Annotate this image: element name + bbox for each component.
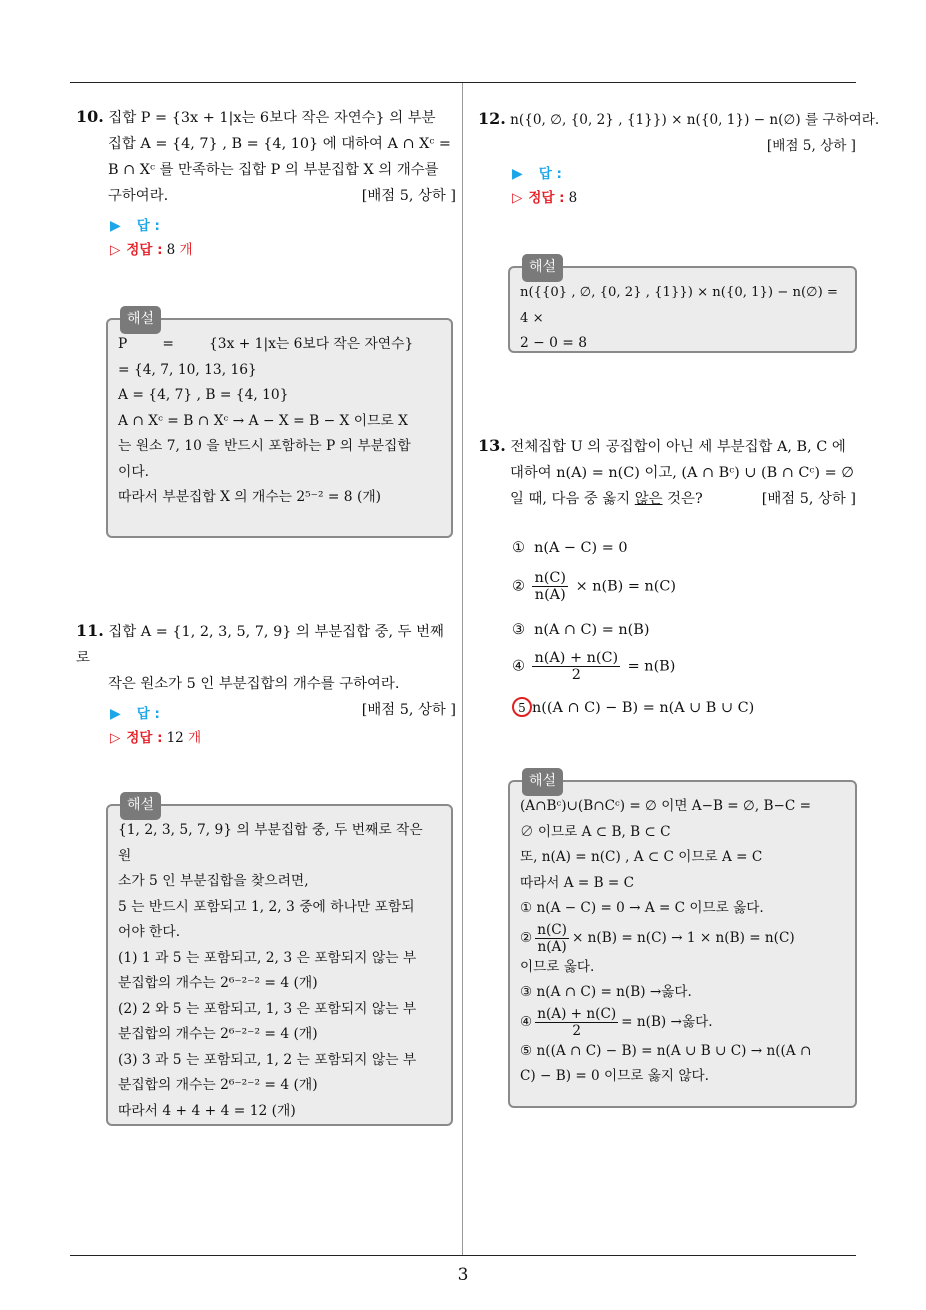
solution-line: {1, 2, 3, 5, 7, 9} 의 부분집합 중, 두 번째로 작은 원 [118,822,423,864]
answer-label: 답 : [136,706,160,722]
problem-10 [76,104,456,209]
problem-meta: [배점 5, 상하 ] [361,188,456,204]
solution-tag: 해설 [522,768,563,796]
choices-13 [512,540,852,730]
choice-text: n(A − C) = 0 [534,540,628,556]
solution-line: A ∩ Xᶜ = B ∩ Xᶜ → A − X = B − X 이므로 X [118,412,408,429]
solution-line: 따라서 A = B = C [520,874,634,891]
underlined-word: 않은 [634,491,663,507]
solution-line: 이므로 옳다. [520,958,595,975]
correct-value: 12 [166,730,184,746]
fraction [535,922,569,955]
problem-line: n({0, ∅, {0, 2} , {1}}) × n({0, 1}) − n(∅) 를 구하여라. [510,112,880,128]
correct-value: 8 [166,242,176,258]
choice-3[interactable] [512,622,649,638]
correct-arrow-icon: ▷ [512,190,523,206]
fraction-denominator: 2 [571,667,581,683]
correct-value: 8 [568,190,578,206]
solution-line: (A∩Bᶜ)∪(B∩Cᶜ) = ∅ 이면 A−B = ∅, B−C = [520,798,811,814]
answer-block-10 [110,214,193,262]
fraction-numerator: n(C) [534,570,566,586]
solution-line: (1) 1 과 5 는 포함되고, 2, 3 은 포함되지 않는 부 [118,949,417,966]
choice-1[interactable] [512,540,628,556]
solution-line: ∅ 이므로 A ⊂ B, B ⊂ C [520,823,671,840]
solution-mark: ② [520,929,533,946]
fraction-numerator: n(A) + n(C) [534,650,619,666]
fraction-numerator: n(C) [537,921,567,938]
problem-line: 일 때, 다음 중 옳지 [510,491,635,507]
problem-10-text [76,104,456,209]
solution-line: C) − B) = 0 이므로 옳지 않다. [520,1068,709,1084]
solution-line: 2 − 0 = 8 [520,335,587,351]
solution-line: n({{0} , ∅, {0, 2} , {1}}) × n({0, 1}) − n(∅) = 4 × [520,285,838,326]
solution-line: A = {4, 7} , B = {4, 10} [118,387,289,403]
answer-arrow-icon: ▶ [110,218,121,234]
answer-label: 답 : [136,218,160,234]
correct-arrow-icon: ▷ [110,242,121,258]
fraction [532,650,620,683]
correct-unit: 개 [179,242,193,258]
column-divider [462,83,463,1255]
solution-tag: 해설 [120,792,161,820]
choice-mark: ② [512,578,525,595]
solution-line: 분집합의 개수는 2⁶⁻²⁻² = 4 (개) [118,1026,318,1042]
choice-5[interactable] [512,697,754,717]
answer-label: 답 : [538,166,562,182]
problem-line: 구하여라. [108,188,169,204]
solution-line: 어야 한다. [118,924,181,940]
answer-arrow-icon: ▶ [110,706,121,722]
correct-label: 정답 : [126,242,163,258]
problem-number: 13. [478,436,506,455]
problem-12 [478,106,880,159]
choice-text: × n(B) = n(C) [575,578,676,595]
fraction-denominator: n(A) [537,938,567,955]
solution-line: 분집합의 개수는 2⁶⁻²⁻² = 4 (개) [118,975,318,991]
solution-line: ③ n(A ∩ C) = n(B) →옳다. [520,984,692,1000]
problem-meta: [배점 5, 상하 ] [361,702,456,718]
problem-line: 집합 A = {4, 7} , B = {4, 10} 에 대하여 A ∩ Xᶜ = [108,136,451,152]
choice-mark: ③ [512,622,525,638]
solution-line: 따라서 4 + 4 + 4 = 12 (개) [118,1102,296,1119]
problem-number: 10. [76,107,104,126]
solution-line: P = {3x + 1|x는 6보다 작은 자연수} [118,336,414,352]
bottom-rule [70,1255,856,1256]
problem-meta: [배점 5, 상하 ] [761,491,856,507]
choice-text: n((A ∩ C) − B) = n(A ∪ B ∪ C) [532,700,755,716]
choice-4[interactable] [512,650,675,683]
problem-line: 집합 A = {1, 2, 3, 5, 7, 9} 의 부분집합 중, 두 번째로 [76,624,444,666]
answer-arrow-icon: ▶ [512,166,523,182]
solution-line: × n(B) = n(C) → 1 × n(B) = n(C) [571,929,795,946]
solution-line: 소가 5 인 부분집합을 찾으려면, [118,873,309,889]
solution-line: 5 는 반드시 포함되고 1, 2, 3 중에 하나만 포함되 [118,898,415,915]
answer-block-11 [110,702,201,750]
selected-circle-mark: 5 [512,697,532,717]
choice-text: n(A ∩ C) = n(B) [534,622,650,638]
correct-label: 정답 : [126,730,163,746]
solution-line: (2) 2 와 5 는 포함되고, 1, 3 은 포함되지 않는 부 [118,1000,417,1017]
problem-meta: [배점 5, 상하 ] [766,138,856,154]
choice-text: = n(B) [627,658,676,675]
answer-block-12 [512,162,577,210]
correct-arrow-icon: ▷ [110,730,121,746]
problem-number: 12. [478,109,506,128]
solution-box-12 [508,259,857,353]
choice-mark: ④ [512,658,525,675]
solution-line: = n(B) →옳다. [621,1013,713,1030]
problem-line: 전체집합 U 의 공집합이 아닌 세 부분집합 A, B, C 에 [510,439,846,455]
problem-line: 것은? [662,491,703,507]
solution-line: = {4, 7, 10, 13, 16} [118,361,257,378]
solution-box-13 [508,773,857,1108]
top-rule [70,82,856,83]
choice-2[interactable] [512,570,676,603]
solution-line: 이다. [118,463,150,480]
problem-line: 작은 원소가 5 인 부분집합의 개수를 구하여라. [108,676,400,692]
solution-line: 는 원소 7, 10 을 반드시 포함하는 P 의 부분집합 [118,438,411,454]
solution-box-11 [106,797,453,1126]
problem-number: 11. [76,621,104,640]
solution-box-10 [106,311,453,538]
fraction-denominator: 2 [572,1022,581,1039]
solution-line: (3) 3 과 5 는 포함되고, 1, 2 는 포함되지 않는 부 [118,1051,417,1068]
solution-mark: ④ [520,1013,533,1030]
solution-tag: 해설 [120,306,161,334]
solution-line: 따라서 부분집합 X 의 개수는 2⁵⁻² = 8 (개) [118,489,382,505]
solution-line: 분집합의 개수는 2⁶⁻²⁻² = 4 (개) [118,1077,318,1093]
solution-tag: 해설 [522,254,563,282]
correct-unit: 개 [188,730,202,746]
choice-mark: ① [512,540,525,556]
problem-line: 집합 P = {3x + 1|x는 6보다 작은 자연수} 의 부분 [108,110,436,126]
fraction [535,1006,618,1039]
problem-13 [478,433,858,512]
fraction [532,570,568,603]
fraction-denominator: n(A) [534,587,566,603]
solution-line: ① n(A − C) = 0 → A = C 이므로 옳다. [520,900,764,916]
solution-line: 또, n(A) = n(C) , A ⊂ C 이므로 A = C [520,849,763,865]
fraction-numerator: n(A) + n(C) [537,1005,617,1022]
solution-line: ⑤ n((A ∩ C) − B) = n(A ∪ B ∪ C) → n((A ∩ [520,1042,812,1059]
correct-label: 정답 : [528,190,565,206]
problem-line: B ∩ Xᶜ 를 만족하는 집합 P 의 부분집합 X 의 개수를 [108,162,439,178]
problem-line: 대하여 n(A) = n(C) 이고, (A ∩ Bᶜ) ∪ (B ∩ Cᶜ) = ∅ [510,465,854,481]
page-number: 3 [457,1265,469,1285]
